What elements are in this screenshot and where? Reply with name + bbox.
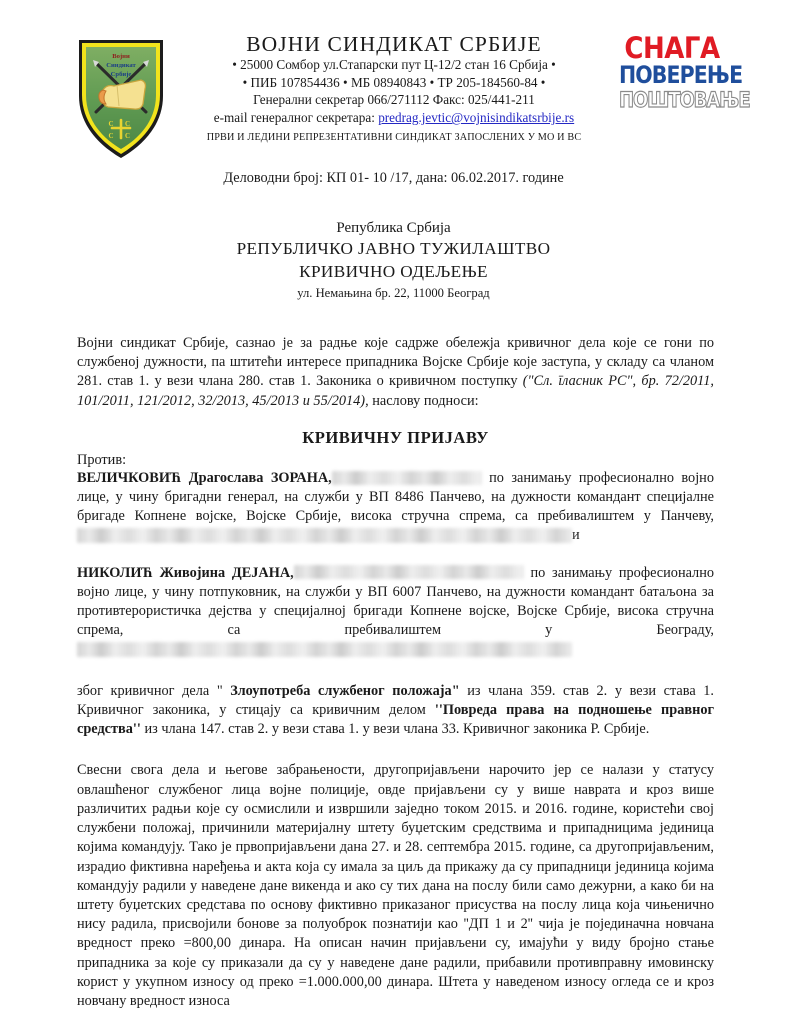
intro-part-2: , наслову подноси: bbox=[365, 392, 479, 409]
addressee-department: КРИВИЧНО ОДЕЉЕЊЕ bbox=[299, 261, 488, 281]
document-body bbox=[0, 334, 787, 1011]
accused-1-name: ВЕЛИЧКОВИЋ Драгослава ЗОРАНА, bbox=[77, 469, 332, 486]
offence-name-1: Злоупотреба службеног положаја" bbox=[230, 682, 460, 699]
letterhead bbox=[0, 0, 787, 143]
charges-paragraph bbox=[77, 682, 714, 740]
organization-subtitle: ПРВИ И ЛЕДИНИ РЕПРЕЗЕНТАТИВНИ СИНДИКАТ ЗАПОСЛЕНИХ У МО И ВС bbox=[206, 131, 582, 143]
charges-lead: због кривичног дела " bbox=[77, 682, 231, 699]
military-union-shield-crest-icon bbox=[73, 34, 169, 162]
page-title: КРИВИЧНУ ПРИЈАВУ bbox=[302, 427, 489, 447]
law-citation: ("Сл. гласник РС", бр. 72/2011, 101/2011, 121/2012, 32/2013, 45/2013 и 55/2014) bbox=[77, 373, 714, 409]
against-label: Против: bbox=[77, 451, 127, 468]
charges-mid-2: из члана 147. став 2. у вези става 1. у вези члана 33. Кривичног законика Р. Србије. bbox=[140, 721, 650, 738]
redacted-address bbox=[77, 642, 572, 657]
addressee-address: ул. Немањина бр. 22, 11000 Београд bbox=[297, 285, 490, 300]
addressee-institution: РЕПУБЛИЧКО ЈАВНО ТУЖИЛАШТВО bbox=[236, 239, 551, 259]
charges-mid-1: из члана 359. став 2. у вези става 1. Кривичног законика, у стицају са кривичним делом bbox=[77, 682, 714, 719]
slogan-line-3: ПОШТОВАЊЕ bbox=[619, 87, 750, 113]
intro-part-1: Војни синдикат Србије, сазнао је за радње које садрже обележја кривичног дела које се гони по службеној дужности, па штитећи интересе припадника Војске Србије које заступа, у складу са чланом 281. став 1. у вези члана 280. став 1. Законика о кривичном поступку bbox=[77, 334, 714, 390]
intro-paragraph bbox=[77, 334, 714, 411]
redacted-personal-data bbox=[294, 565, 524, 579]
svg-text:Синдикат: Синдикат bbox=[106, 62, 136, 69]
organization-ids: • ПИБ 107854436 • МБ 08940843 • ТР 205-184560-84 • bbox=[242, 74, 546, 90]
organization-address: • 25000 Сомбор ул.Стапарски пут Ц-12/2 стан 16 Србија • bbox=[232, 57, 556, 73]
svg-text:С: С bbox=[125, 120, 131, 128]
narrative-paragraph: Свесни свога дела и његове забрањености, другопријављени нарочито јер се налази у статусу овлашћеног службеног лица војне полиције, овде пријављени су у више наврата и кроз више различитих радњи које су осмислили и извршили заједно током 2015. и 2016. године, користећи свој службени положај, причинили материјалну штету буџетским средствима и припадницима јединица којима командују. Тако је првопријављени дана 27. и 28. септембра 2015. године, са другопријављеним, израдио фиктивна наређења и акта која су имала за циљ да прикажу да су припадници јединица којима командују радили у наведене дане викенда и ако су тих дана на послу били само дежурни, а како би на штету буџетских средстава по основу фиктивно приказаног присуства на послу лица која чињенично нису радила, присвојили бонове за полуоброк познатији као ''ДП 1 и 2'' чија је појединачна новчана вредност преко =800,00 динара. На описан начин пријављени су, имајући у виду бројно стање припадника за које су приказали да су у наведене дане радили, прибавили противправну имовинску корист у укупном износу од преко =1.000.000,00 динара. Штета у наведеном износу огледа се и кроз новчану вредност износа bbox=[77, 762, 714, 1010]
accused-1-details: по занимању професионално војно лице, у чину бригадни генерал, на служби у ВП 8486 Панчево, на дужности командант специјалне бригаде Копнене војске, Војске Србије, висока стручна спрема, са пребивалиштем у Панчеву, bbox=[77, 469, 714, 525]
svg-text:Србије: Србије bbox=[110, 71, 132, 78]
slogan-line-2: ПОВЕРЕЊЕ bbox=[619, 61, 743, 89]
svg-text:Војни: Војни bbox=[112, 53, 130, 60]
organization-name: ВОЈНИ СИНДИКАТ СРБИЈЕ bbox=[246, 32, 542, 56]
redacted-address bbox=[77, 528, 572, 543]
addressee-block bbox=[0, 219, 787, 301]
registration-number: Деловодни број: КП 01- 10 /17, дана: 06.02.2017. године bbox=[223, 170, 564, 186]
accused-1-conjunction: и bbox=[572, 527, 580, 544]
offence-name-2: ''Повреда права на подношење правног средства'' bbox=[77, 702, 714, 738]
accused-1-paragraph bbox=[77, 469, 714, 546]
accused-2-paragraph bbox=[77, 564, 714, 660]
svg-text:С: С bbox=[108, 120, 114, 128]
slogan-emblem bbox=[619, 32, 750, 113]
svg-text:С: С bbox=[125, 132, 131, 140]
accused-2-name: НИКОЛИЋ Живојина ДЕЈАНА, bbox=[77, 564, 294, 581]
email-link[interactable]: predrag.jevtic@vojnisindikatsrbije.rs bbox=[378, 110, 575, 126]
redacted-personal-data bbox=[332, 471, 482, 485]
organization-contact: Генерални секретар 066/271112 Факс: 025/441-211 bbox=[253, 92, 535, 108]
addressee-country: Република Србија bbox=[336, 220, 451, 236]
accused-2-details: по занимању професионално војно лице, у чину потпуковник, на служби у ВП 6007 Панчево, на дужности командант батаљона за противтерористичка дејства у специјалној бригади Копнене војске, Војске Србије, висока стручна спрема, са пребивалиштем у Београду, bbox=[77, 564, 714, 639]
svg-text:С: С bbox=[108, 132, 114, 140]
email-label: e-mail генералног секретара: bbox=[213, 110, 375, 126]
organization-email-line bbox=[175, 109, 613, 127]
letterhead-text bbox=[169, 32, 619, 143]
slogan-line-1: СНАГА bbox=[624, 32, 720, 66]
